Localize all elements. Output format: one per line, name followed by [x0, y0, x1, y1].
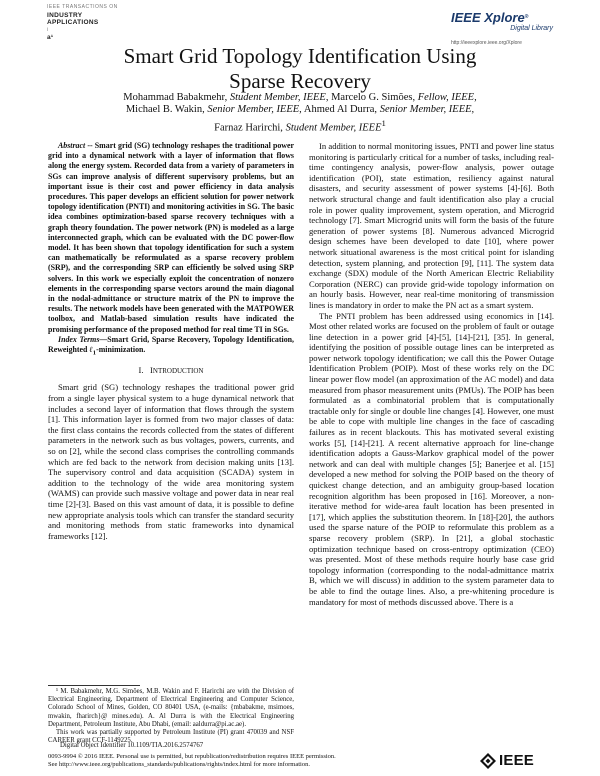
ieee-logo-text: IEEE: [499, 752, 534, 769]
footnote-funding: This work was partially supported by Petroleum Institute (PI) grant 470039 and NSF CAREER grant CCF-1149225.: [48, 729, 294, 745]
body-paragraph-1: In addition to normal monitoring issues, PNTI and power line status monitoring is particularly critical for a number of tasks, including real-time contingency analysis, power-flow analysis, power outage identification (POI), state estimation, resiliency against natural disasters, and security assessment of power systems [4]-[6]. Both network structural change and fault identification also play a crucial role in power quality improvement, system operation, and Microgrid technology [7]. Smart Microgrid units will form the basis of the future generation of power systems [8]. Numerous advanced Microgrid design schemes have been developed to date [10], where power network situational awareness is the most critical point for islanding detection, system planning, and protection [9], [11]. The system data exchange (SDX) module of the North American Electric Reliability Corporation (NERC) can provide grid-wide topology information on an hourly basis. However, near real-time monitoring of transmission lines is mandatory in order to make the PN act as a smart system.: [309, 141, 554, 310]
journal-line-1: INDUSTRY: [47, 11, 83, 19]
journal-line-4: a¹: [47, 34, 54, 41]
right-column: [309, 141, 554, 607]
title-line-1: Smart Grid Topology Identification Using: [123, 44, 477, 68]
author-footnote: [48, 688, 294, 745]
author-line-1: Mohammad Babakmehr, Student Member, IEEE, Marcelo G. Simões, Fellow, IEEE,: [123, 92, 477, 103]
ieee-diamond-icon: [480, 753, 496, 769]
ieee-logo: [480, 752, 534, 769]
registered-mark: ®: [524, 14, 529, 20]
journal-tiny-text: IEEE TRANSACTIONS ON: [47, 4, 118, 10]
copyright-line-1: 0093-9994 © 2016 IEEE. Personal use is permitted, but republication/redistribution requires IEEE permission.: [48, 753, 336, 760]
xplore-subtitle: Digital Library: [510, 25, 553, 32]
footnote-divider: [48, 685, 140, 686]
author-line-2: Michael B. Wakin, Senior Member, IEEE, Ahmed Al Durra, Senior Member, IEEE,: [125, 104, 475, 116]
copyright-line-2[interactable]: See http://www.ieee.org/publications_standards/publications/rights/index.html for more information.: [48, 761, 310, 768]
index-terms: Index Terms—Smart Grid, Sparse Recovery, Topology Identification, Reweighted ℓ$_1$-minimization.: [48, 334, 294, 357]
ieee-xplore-logo: [451, 10, 561, 46]
section-heading-introduction: I. INTRODUCTION: [138, 364, 204, 375]
journal-line-3: i: [47, 26, 49, 33]
xplore-url[interactable]: http://ieeexplore.ieee.org/Xplore: [451, 40, 522, 46]
paper-title: [40, 44, 560, 94]
intro-paragraph: Smart grid (SG) technology reshapes the traditional power grid from a single layer physical system to a huge dynamical network that includes a second layer of information that flows through the system [1]. This information layer is formed from two major classes of data: the first class contains the records collected from the states of different parameters in the network such as bus voltages, powers, currents, and so on [2], while the second class comprises the controlling commands which are fed back to the network from decision making units [13]. The supervisory control and data acquisition (SCADA) system in addition to the technology of the wide area monitoring system (WAMS) can provide such massive voltage and power data in near real time [2]-[3]. Based on this vast amount of data, it is possible to define new appropriate analysis tools which can transfer the standard security and monitoring methods from static frameworks into dynamical frameworks [12].: [48, 382, 294, 541]
xplore-logo-text: IEEE Xplore: [451, 10, 525, 25]
abstract-text: -- Smart grid (SG) technology reshapes the traditional power grid into a dynamical network with a layer of information that flows along the energy system. Recorded data from a variety of parameters in SGs can improve analysis of different supervisory problems, but an important issue is their cost and power efficiency in data analysis procedures. This paper develops an efficient solution for power network topology identification (PNTI) and monitoring activities in SG. The basic idea combines optimization-based sparse recovery techniques with a graph theory foundation. The power network (PN) is modeled as a large interconnected graph, which can be evaluated with the DC power-flow model. It has been shown that topology identification for such a system can mathematically be reformulated as a sparse recovery problem (SRP), and the corresponding SRP can efficiently be solved using SRP solvers. In this work we especially exploit the concentration of nonzero elements in the corresponding sparse vectors around the main diagonal in the nodal-admittance or structure matrix of the PN to improve the results. The network models have been generated with the MATPOWER toolbox, and Matlab-based simulation results have indicated the promising performance of the proposed method for real time TI in SGs.: [48, 141, 294, 334]
author-list: [60, 92, 540, 135]
journal-header: [47, 4, 118, 42]
body-paragraph-2: The PNTI problem has been addressed using economics in [14]. Most other related works are focused on the problem of fault or outage line detection in a power grid [4]-[5], [14]-[21], [35]. In general, identifying the position of possible outage lines can be interpreted as power network topology identification; we call this the Power Outage Identification Problem (POIP). Most of these works rely on the DC linear power flow model (an approximation of the AC model) and data measured from phasor measurement units (PMUs). The POIP has been formulated as a combinatorial problem that is computationally tractable only for single or double line changes [4]. However, one must be able to cope with multiple line changes in the face of cascading failures as in recent blackouts. This has motivated several existing works [5], [14]-[21]. A recent alternative approach for line-change identification adopts a Gauss-Markov graphical model of the power network and can deal with multiple changes [5]; Banerjee et al. [15] developed a new method for solving the POIP based on the theory of quickest change detection, and an ambiguity group-based location recognition algorithm has been proposed in [16]. Moreover, a non-iterative method for wide-area fault location has been presented in [17], which applies the substitution theorem. In [18]-[20], the authors used the sparse nature of the POIP to reformulate this problem as a sparse recovery problem (SRP). In [21], a global stochastic optimization technique based on cross-entropy optimization (CEO) was presented. Most of these methods require hourly base case grid topology information (corresponding to the nodal-admittance matrix B, which we will discuss) in addition to the system parameter data to be able to find the outage lines. Also, a pre-whitening procedure is mandatory for most of methods discussed above. There is a: [309, 310, 554, 607]
journal-line-2: APPLICATIONS: [47, 19, 99, 26]
left-column: [48, 141, 294, 541]
doi-line: Digital Object Identifier 10.1109/TIA.2016.2574767: [60, 742, 204, 749]
title-line-2: Sparse Recovery: [229, 69, 371, 93]
author-line-3: Farnaz Harirchi, Student Member, IEEE$^1$: [214, 117, 386, 134]
footnote-affiliations: ¹ M. Babakmehr, M.G. Simões, M.B. Wakin and F. Harirchi are with the Division of Electrical Engineering, Department of Electrical Engineering and Computer Science, Colorado School of Mines, Golden, CO 80401 USA, (e-mails: {mbabakme, msimoes, mwakin, fharirch}@ mines.edu). A. Al Durra is with the Electrical Engineering Department, Petroleum Institute, Abu Dhabi, (email: aaldurra@pi.ac.ae).: [48, 688, 294, 728]
index-terms-label: Index Terms: [58, 334, 100, 344]
copyright-notice: [48, 753, 478, 769]
abstract-label: Abstract: [58, 141, 86, 150]
abstract: [48, 141, 294, 335]
